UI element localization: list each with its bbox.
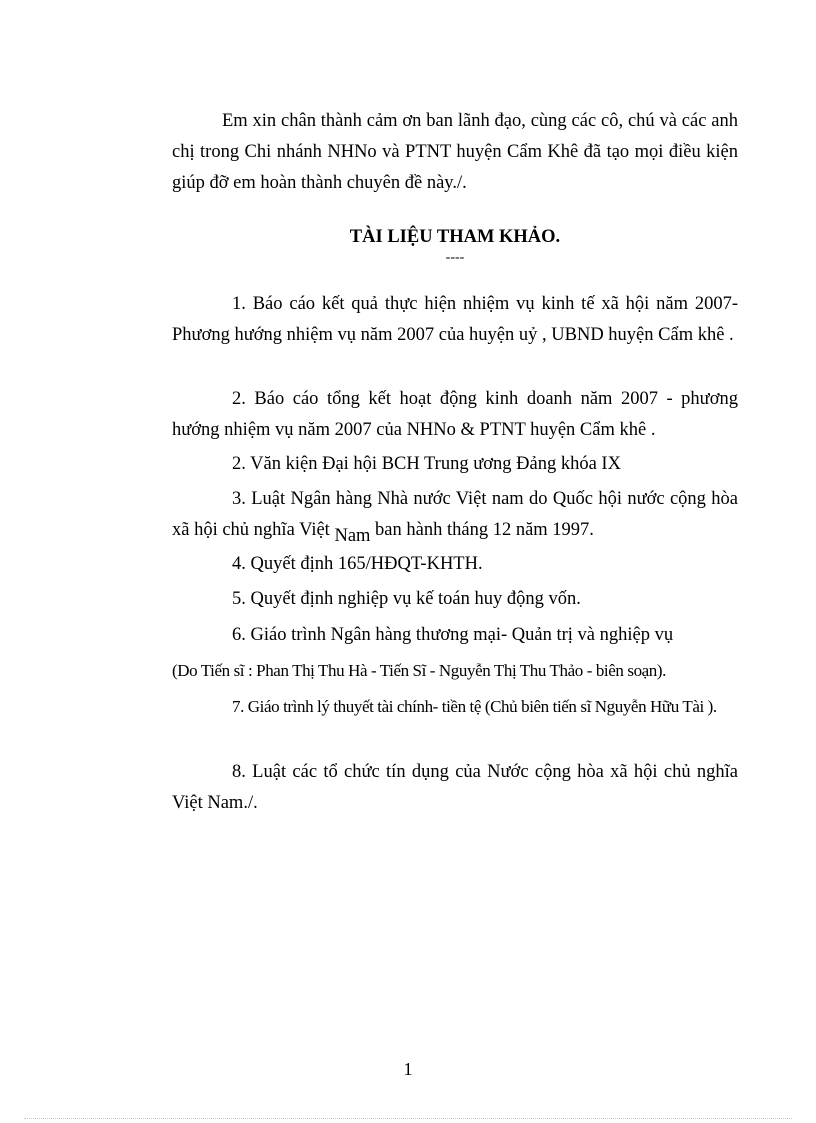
reference-item-3 xyxy=(172,484,738,546)
reference-item-5: 5. Quyết định nghiệp vụ kế toán huy động vốn. xyxy=(232,589,581,609)
title-underline: ---- xyxy=(445,250,465,265)
reference-item-4: 4. Quyết định 165/HĐQT-KHTH. xyxy=(232,554,483,574)
references-title: TÀI LIỆU THAM KHẢO. xyxy=(349,227,561,247)
acknowledgement-paragraph: Em xin chân thành cảm ơn ban lãnh đạo, cùng các cô, chú và các anh chị trong Chi nhánh NHNo và PTNT huyện Cẩm Khê đã tạo mọi điều kiện giúp đỡ em hoàn thành chuyên đề này./. xyxy=(172,111,738,193)
reference-item-3-subscript-word: Nam xyxy=(334,526,371,546)
reference-item-6-authors: (Do Tiến sĩ : Phan Thị Thu Hà - Tiến Sĩ - Nguyễn Thị Thu Thảo - biên soạn). xyxy=(172,661,667,680)
reference-item-3-text: 3. Luật Ngân hàng Nhà nước Việt nam do Quốc hội nước cộng hòa xã hội chủ nghĩa Việt xyxy=(172,489,738,540)
reference-item-8: 8. Luật các tổ chức tín dụng của Nước cộng hòa xã hội chủ nghĩa Việt Nam./. xyxy=(172,762,738,813)
reference-item-2: 2. Báo cáo tổng kết hoạt động kinh doanh năm 2007 - phương hướng nhiệm vụ năm 2007 của NHNo & PTNT huyện Cẩm khê . xyxy=(172,389,738,440)
page-bottom-dotted-rule xyxy=(24,1118,792,1119)
reference-item-7: 7. Giáo trình lý thuyết tài chính- tiền tệ (Chủ biên tiến sĩ Nguyễn Hữu Tài ). xyxy=(232,697,717,716)
reference-item-6: 6. Giáo trình Ngân hàng thương mại- Quản trị và nghiệp vụ xyxy=(232,625,674,645)
reference-item-1: 1. Báo cáo kết quả thực hiện nhiệm vụ kinh tế xã hội năm 2007- Phương hướng nhiệm vụ năm 2007 của huyện uỷ , UBND huyện Cẩm khê . xyxy=(172,294,738,345)
reference-item-3-tail: ban hành tháng 12 năm 1997. xyxy=(370,520,594,540)
reference-item-2b: 2. Văn kiện Đại hội BCH Trung ương Đảng khóa IX xyxy=(232,454,621,474)
page-number: 1 xyxy=(403,1059,413,1079)
